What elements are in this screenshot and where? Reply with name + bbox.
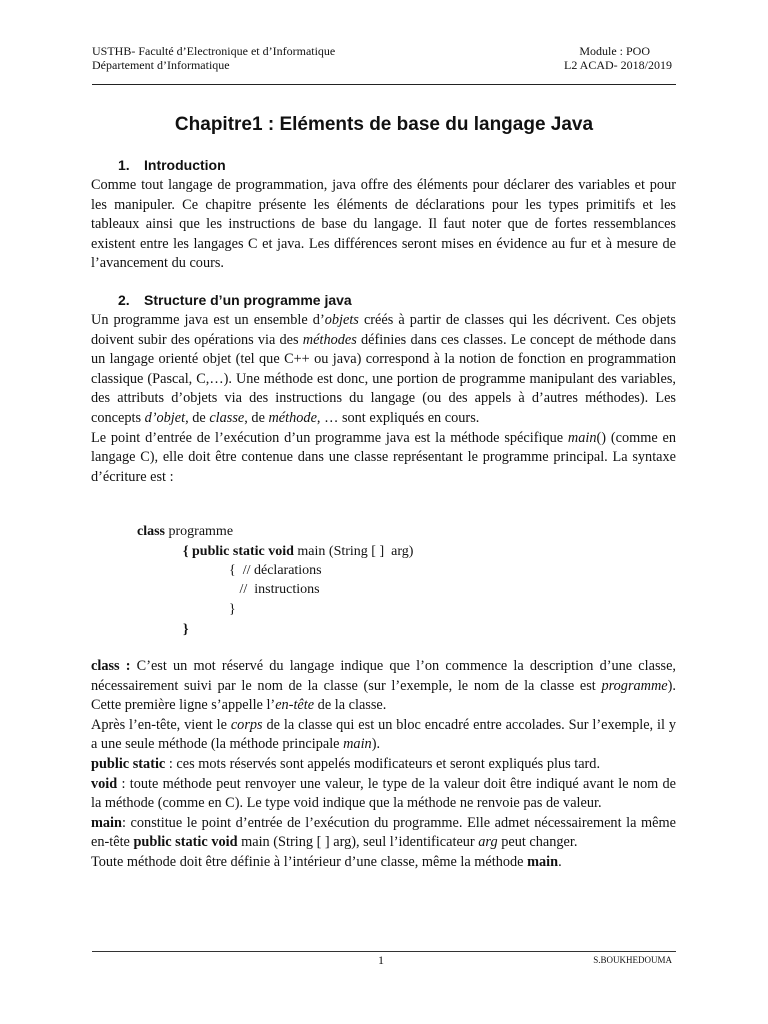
year-line: L2 ACAD- 2018/2019 <box>564 58 672 72</box>
code-text: programme <box>165 524 234 539</box>
structure-paragraph <box>91 311 676 487</box>
term-main: main <box>567 429 597 446</box>
explanation-class <box>91 657 676 716</box>
term: en-tête <box>275 697 315 714</box>
author-name: S.BOUKHEDOUMA <box>593 955 672 965</box>
code-line-declarations: { // déclarations <box>229 563 322 578</box>
header-left <box>92 44 335 72</box>
text-run: ). <box>371 736 381 753</box>
term-classe: classe <box>209 409 245 426</box>
term-objets: objets <box>324 312 359 328</box>
explanation-public-static <box>91 755 676 775</box>
term: programme <box>601 677 668 694</box>
keyword: main <box>91 814 122 831</box>
text-run: de la classe qui est un bloc encadré entre accolades. Sur l’exemple, il y a une seule méthode (la méthode principale <box>91 716 676 753</box>
keyword: public static void <box>133 834 238 851</box>
code-line-main <box>183 542 413 562</box>
text-run: Toute méthode doit être définie à l’intérieur d’une classe, même la méthode <box>91 853 528 870</box>
explanation-main <box>91 814 676 853</box>
module-line: Module : POO <box>579 44 650 58</box>
term-objet: d’objet <box>144 409 186 426</box>
section-heading-introduction <box>118 157 226 173</box>
text-run: C’est un mot réservé du langage indique que l’on commence la description d’une classe, nécessairement suivi par le nom de la classe (sur l’exemple, le nom de la classe est <box>91 658 676 694</box>
introduction-paragraph <box>91 176 676 274</box>
text-run: : toute méthode peut renvoyer une valeur, le type de la valeur doit être indiqué avant le nom de la méthode (comme en C). Le type void indique que la méthode ne renvoie pas de valeur. <box>91 775 676 812</box>
text-run: Le point d’entrée de l’exécution d’un programme java est la méthode spécifique <box>91 429 568 446</box>
text-run: main (String [ ] arg), seul l’identificateur <box>237 834 479 851</box>
explanation-corps <box>91 716 676 755</box>
text-run: , … sont expliqués en cours. <box>316 409 480 426</box>
header-right <box>564 44 672 72</box>
section-number: 2. <box>118 292 130 308</box>
text-run: , de <box>185 409 210 426</box>
keyword: class <box>137 524 165 539</box>
section-number: 1. <box>118 157 130 173</box>
explanation-toute-methode <box>91 853 676 873</box>
text-run: : ces mots réservés sont appelés modificateurs et seront expliqués plus tard. <box>165 755 601 772</box>
keyword: } <box>183 622 189 637</box>
header-divider <box>92 84 676 85</box>
section-title: Structure d’un programme java <box>144 292 352 308</box>
text-run: peut changer. <box>497 834 578 851</box>
section-title: Introduction <box>144 157 226 173</box>
structure-p2 <box>91 429 676 488</box>
footer-divider <box>92 951 676 952</box>
section-heading-structure <box>118 292 352 308</box>
explanations <box>91 657 676 873</box>
code-line-close-inner: } <box>229 602 236 617</box>
term-methode: méthode <box>268 409 317 426</box>
term-methodes: méthodes <box>302 331 357 348</box>
keyword: class : <box>91 658 131 674</box>
structure-p1 <box>91 311 676 429</box>
text-run: : constitue le point d’entrée de l’exécution du programme. Elle admet nécessairement la même en-tête <box>91 814 676 851</box>
text-run: . <box>558 853 562 870</box>
keyword: public static <box>91 755 166 772</box>
page-title: Chapitre1 : Eléments de base du langage Java <box>174 114 594 135</box>
code-line-class <box>137 522 233 542</box>
text-run: définies dans ces classes. Le concept de méthode dans un langage orienté objet (tel que C++ ou java) correspond à la notion de fonction en programmation classique (Pascal, C,…). Une méthode est donc, une portion de programme manipulant des variables, des attributs d’objets via des instructions du langage (ou des appels à d’autres méthodes). Les concepts <box>91 331 677 426</box>
text-run: , de <box>244 409 269 426</box>
explanation-void <box>91 775 676 814</box>
term: main <box>343 736 372 753</box>
code-text: main (String [ ] arg) <box>293 544 414 559</box>
text-run: Un programme java est un ensemble d’ <box>91 312 325 328</box>
department-line: Département d’Informatique <box>92 58 230 72</box>
keyword: void <box>91 775 118 792</box>
text-run: Après l’en-tête, vient le <box>91 716 231 733</box>
text-run: ). Cette première ligne s’appelle l’ <box>91 677 676 714</box>
text-run: créés à partir de classes qui les décrivent. Ces objets doivent subir des opérations via des <box>91 312 676 348</box>
keyword: main <box>527 853 559 870</box>
keyword: { public static void <box>183 544 294 559</box>
faculty-line: USTHB- Faculté d’Electronique et d’Informatique <box>92 44 336 58</box>
code-line-close-outer <box>183 620 189 640</box>
term: arg <box>478 834 498 851</box>
page-number: 1 <box>378 953 384 967</box>
introduction-text: Comme tout langage de programmation, java offre des éléments pour déclarer des variables et pour les manipuler. Ce chapitre présente les éléments de déclarations pour les types primitifs et les tableaux ainsi que les instructions de base du langage. Il faut noter que de fortes ressemblances existent entre les langages C et java. Les différences seront mises en évidence au fur et à mesure de l’avancement du cours. <box>91 177 676 272</box>
term: corps <box>230 716 263 733</box>
code-line-instructions: // instructions <box>229 582 320 597</box>
text-run: de la classe. <box>314 697 387 714</box>
text-run: () (comme en langage C), elle doit être contenue dans une classe représentant le programme principal. La syntaxe d’écriture est : <box>91 429 676 485</box>
